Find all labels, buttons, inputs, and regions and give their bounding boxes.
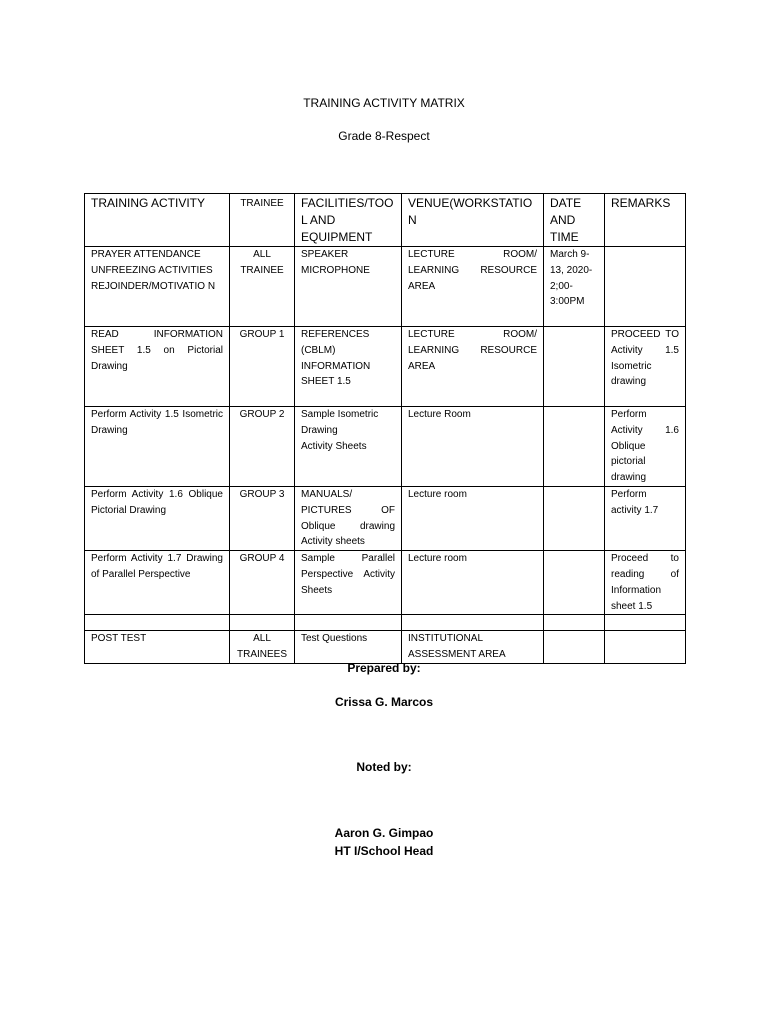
cell-trainee: ALL TRAINEE bbox=[230, 247, 295, 327]
cell-venue: LECTURE ROOM/ LEARNING RESOURCE AREA bbox=[402, 327, 544, 407]
cell-activity: READ INFORMATION SHEET 1.5 on Pictorial Drawing bbox=[85, 327, 230, 407]
table-row bbox=[85, 551, 686, 615]
cell-venue: INSTITUTIONAL ASSESSMENT AREA bbox=[402, 631, 544, 664]
header-venue: VENUE(WORKSTATIO N bbox=[402, 194, 544, 247]
cell-date-time bbox=[544, 407, 605, 487]
prepared-by-name: Crissa G. Marcos bbox=[334, 695, 434, 709]
cell-remarks bbox=[605, 631, 686, 664]
noted-by-title: HT I/School Head bbox=[334, 844, 434, 858]
table-row bbox=[85, 327, 686, 407]
noted-by-label: Noted by: bbox=[356, 760, 412, 774]
cell-date-time bbox=[544, 551, 605, 615]
cell-date-time bbox=[544, 631, 605, 664]
prepared-by-label: Prepared by: bbox=[347, 661, 421, 675]
table-row bbox=[85, 486, 686, 550]
table-row bbox=[85, 631, 686, 664]
cell-remarks: Proceed to reading of Information sheet 1.5 bbox=[605, 551, 686, 615]
header-training-activity: TRAINING ACTIVITY bbox=[85, 194, 230, 247]
cell-activity: Perform Activity 1.7 Drawing of Parallel Perspective bbox=[85, 551, 230, 615]
header-facilities: FACILITIES/TOOL AND EQUIPMENT bbox=[295, 194, 402, 247]
cell-activity: POST TEST bbox=[85, 631, 230, 664]
cell-date-time: March 9-13, 2020-2;00-3:00PM bbox=[544, 247, 605, 327]
cell-venue: Lecture Room bbox=[402, 407, 544, 487]
table-row bbox=[85, 407, 686, 487]
cell-facilities: Sample Parallel Perspective Activity Sheets bbox=[295, 551, 402, 615]
cell-trainee: GROUP 3 bbox=[230, 486, 295, 550]
header-trainee: TRAINEE bbox=[230, 194, 295, 247]
cell-facilities: MANUALS/ PICTURES OF Oblique drawing Activity sheets bbox=[295, 486, 402, 550]
cell-facilities: SPEAKER MICROPHONE bbox=[295, 247, 402, 327]
cell-venue: Lecture room bbox=[402, 486, 544, 550]
document-subtitle: Grade 8-Respect bbox=[338, 129, 430, 143]
table-row bbox=[85, 247, 686, 327]
cell-trainee: GROUP 1 bbox=[230, 327, 295, 407]
cell-trainee: GROUP 2 bbox=[230, 407, 295, 487]
facilities-line: Sample Isometric Drawing bbox=[301, 409, 379, 436]
cell-remarks: PROCEED TO Activity 1.5 Isometric drawing bbox=[605, 327, 686, 407]
cell-remarks: Perform activity 1.7 bbox=[605, 486, 686, 550]
cell-facilities: Test Questions bbox=[295, 631, 402, 664]
table-row-empty bbox=[85, 615, 686, 631]
header-remarks: REMARKS bbox=[605, 194, 686, 247]
document-title: TRAINING ACTIVITY MATRIX bbox=[303, 96, 465, 110]
cell-facilities bbox=[295, 407, 402, 487]
training-activity-table bbox=[84, 193, 686, 664]
noted-by-name: Aaron G. Gimpao bbox=[334, 826, 434, 840]
cell-trainee: GROUP 4 bbox=[230, 551, 295, 615]
cell-venue: Lecture room bbox=[402, 551, 544, 615]
cell-activity: Perform Activity 1.6 Oblique Pictorial Drawing bbox=[85, 486, 230, 550]
cell-trainee: ALL TRAINEES bbox=[230, 631, 295, 664]
cell-remarks: Perform Activity 1.6 Oblique pictorial drawing bbox=[605, 407, 686, 487]
facilities-line: Activity Sheets bbox=[301, 440, 367, 452]
cell-date-time bbox=[544, 327, 605, 407]
table-header-row bbox=[85, 194, 686, 247]
cell-venue: LECTURE ROOM/ LEARNING RESOURCE AREA bbox=[402, 247, 544, 327]
cell-activity: Perform Activity 1.5 Isometric Drawing bbox=[85, 407, 230, 487]
cell-activity: PRAYER ATTENDANCE UNFREEZING ACTIVITIES REJOINDER/MOTIVATIO N bbox=[85, 247, 230, 327]
cell-remarks bbox=[605, 247, 686, 327]
header-date-time: DATE AND TIME bbox=[544, 194, 605, 247]
cell-date-time bbox=[544, 486, 605, 550]
cell-facilities: REFERENCES (CBLM) INFORMATION SHEET 1.5 bbox=[295, 327, 402, 407]
